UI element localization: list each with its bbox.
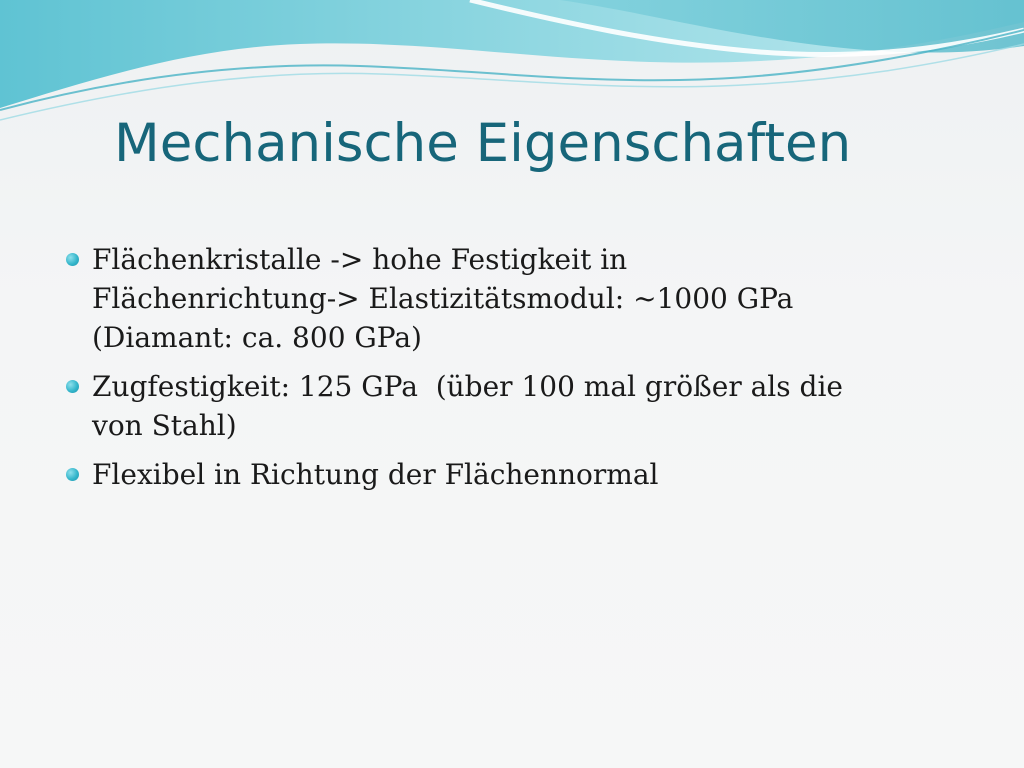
bullet-line: (Diamant: ca. 800 GPa) [92, 321, 422, 354]
bullet-line: Flächenrichtung-> Elastizitätsmodul: ~1000 GPa [92, 282, 794, 315]
bullet-item [64, 367, 944, 445]
bullet-list [64, 240, 944, 504]
bullet-dot-icon [66, 253, 79, 266]
bullet-line: Zugfestigkeit: 125 GPa (über 100 mal größer als die [92, 370, 843, 403]
bullet-line: von Stahl) [92, 409, 237, 442]
bullet-dot-icon [66, 468, 79, 481]
bullet-line: Flächenkristalle -> hohe Festigkeit in [92, 243, 628, 276]
header-wave-decoration [0, 0, 1024, 130]
bullet-item [64, 240, 944, 357]
slide-title: Mechanische Eigenschaften [114, 113, 852, 174]
bullet-dot-icon [66, 380, 79, 393]
bullet-line: Flexibel in Richtung der Flächennormal [92, 458, 659, 491]
bullet-item [64, 455, 944, 494]
